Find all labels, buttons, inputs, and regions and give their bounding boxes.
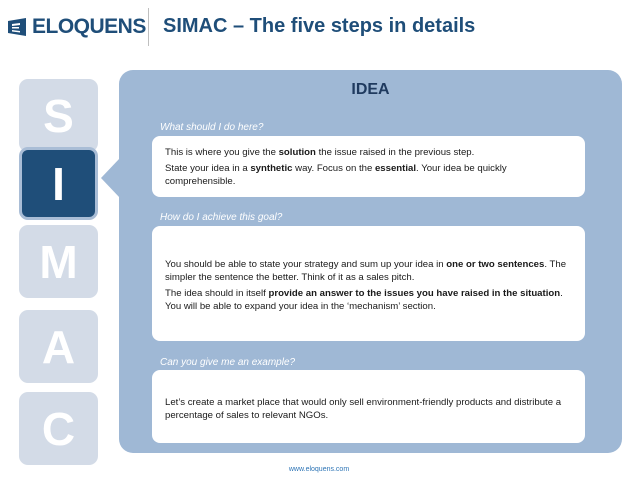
answer-paragraph: Let’s create a market place that would only sell environment-friendly products and distribute a percentage of sales to relevant NGOs. — [165, 397, 562, 421]
header-divider — [148, 8, 149, 46]
step-letter: I — [52, 157, 65, 210]
question-example: Can you give me an example? — [160, 357, 296, 368]
answer-paragraph: The idea should in itself provide an answer to the issues you have raised in the situation. You will be able to expand your idea in the ‘mechanism’ section. — [165, 288, 563, 312]
logo-text: ELOQUENS — [32, 15, 146, 38]
step-letter: C — [41, 402, 76, 455]
step-tile-s[interactable] — [19, 79, 98, 152]
step-tile-c[interactable] — [19, 392, 98, 465]
answer-box-how — [152, 226, 585, 341]
step-tile-i-active[interactable] — [19, 147, 98, 220]
answer-box-what — [152, 136, 585, 197]
answer-line: State your idea in a synthetic way. Focus on the essential. Your idea be quickly comprehensible. — [165, 163, 507, 187]
step-tile-a[interactable] — [19, 310, 98, 383]
eloquens-logo[interactable] — [6, 14, 146, 40]
footer-link[interactable]: www.eloquens.com — [288, 466, 350, 473]
step-letter: A — [41, 320, 76, 373]
answer-line: This is where you give the solution the issue raised in the previous step. — [165, 147, 475, 158]
question-what: What should I do here? — [160, 122, 264, 133]
page-title: SIMAC – The five steps in details — [163, 15, 476, 37]
step-letter: M — [39, 235, 78, 288]
step-tile-m[interactable] — [19, 225, 98, 298]
answer-box-example — [152, 370, 585, 443]
panel-title: IDEA — [351, 81, 390, 98]
panel-pointer — [101, 158, 120, 198]
question-how: How do I achieve this goal? — [160, 212, 283, 223]
step-letter: S — [43, 89, 74, 142]
eloquens-logo-icon — [6, 17, 28, 37]
answer-paragraph: You should be able to state your strategy and sum up your idea in one or two sentences. The simpler the sentence the better. Think of it as a sales pitch. — [165, 259, 567, 283]
